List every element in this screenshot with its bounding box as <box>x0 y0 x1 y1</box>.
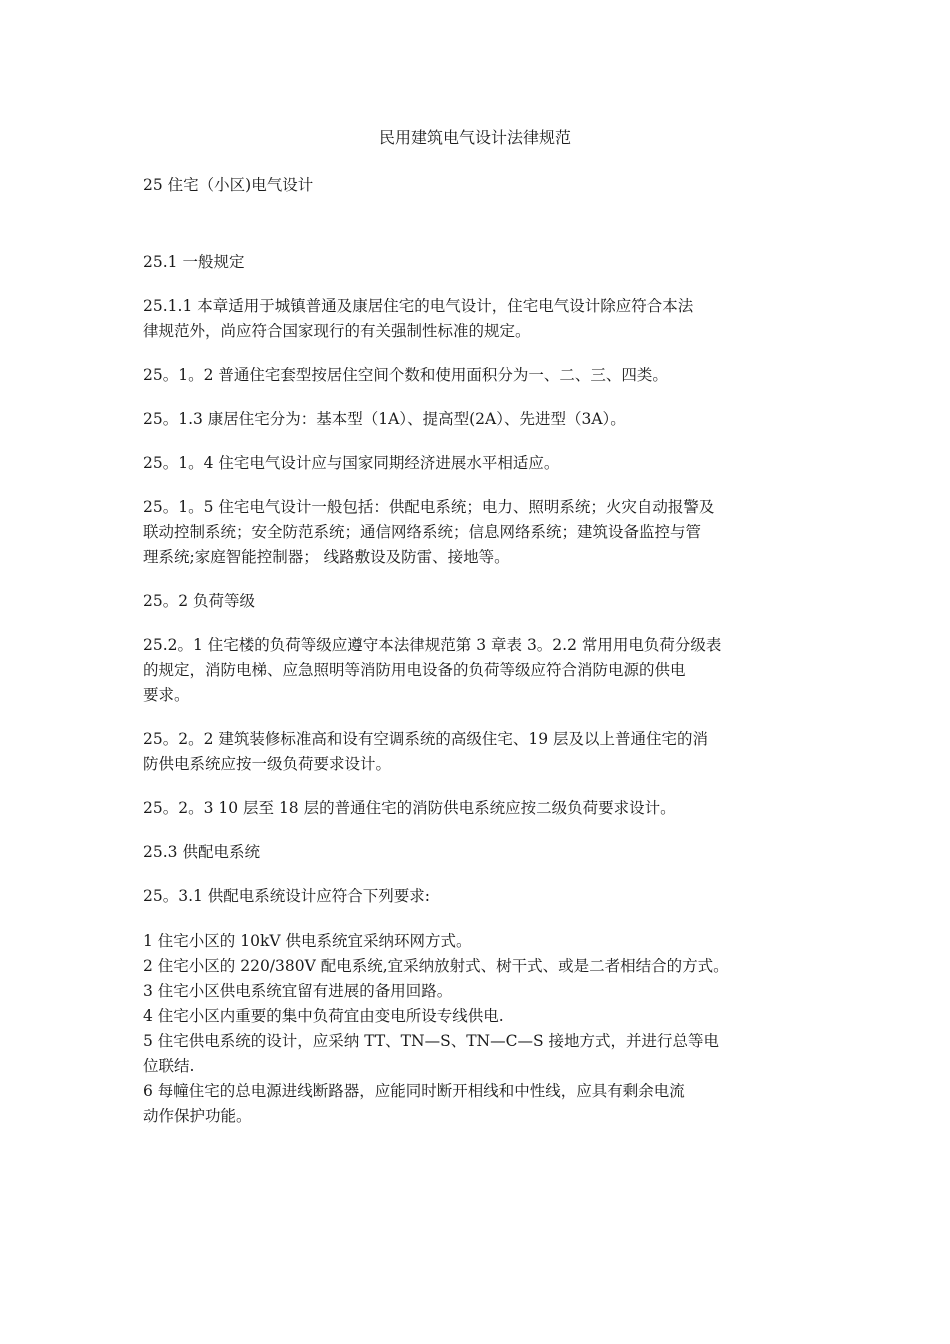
text-line: 5 住宅供电系统的设计，应采纳 TT、TN—S、TN—C—S 接地方式，并进行总等电 <box>143 1032 720 1050</box>
text-line: 25。1。4 住宅电气设计应与国家同期经济进展水平相适应。 <box>143 454 560 472</box>
text-line: 25。1。5 住宅电气设计一般包括：供配电系统；电力、照明系统；火灾自动报警及 <box>143 498 715 516</box>
text-line: 25。2 负荷等级 <box>143 592 256 610</box>
text-line: 2 住宅小区的 220/380V 配电系统,宜采纳放射式、树干式、或是二者相结合的方式。 <box>143 957 729 975</box>
list-item <box>143 979 823 1004</box>
clause-paragraph <box>143 495 823 570</box>
requirements-list <box>143 929 823 1129</box>
section-heading <box>143 250 823 275</box>
clause-paragraph <box>143 633 823 708</box>
text-line: 25。2。3 10 层至 18 层的普通住宅的消防供电系统应按二级负荷要求设计。 <box>143 799 676 817</box>
text-line: 25。1.3 康居住宅分为：基本型（1A）、提高型(2A）、先进型（3A）。 <box>143 410 626 428</box>
text-line: 25.1.1 本章适用于城镇普通及康居住宅的电气设计，住宅电气设计除应符合本法 <box>143 297 694 315</box>
list-item <box>143 1029 823 1079</box>
text-line: 位联结. <box>143 1057 195 1075</box>
text-line: 要求。 <box>143 686 190 704</box>
clause-paragraph <box>143 727 823 777</box>
text-line: 25.3 供配电系统 <box>143 843 260 861</box>
list-item <box>143 929 823 954</box>
document-body <box>143 173 823 1129</box>
list-item <box>143 1079 823 1129</box>
text-line: 的规定，消防电梯、应急照明等消防用电设备的负荷等级应符合消防电源的供电 <box>143 661 686 679</box>
document-title: 民用建筑电气设计法律规范 <box>378 128 571 147</box>
text-line: 4 住宅小区内重要的集中负荷宜由变电所设专线供电. <box>143 1007 504 1025</box>
text-line: 动作保护功能。 <box>143 1107 252 1125</box>
text-line: 防供电系统应按一级负荷要求设计。 <box>143 755 392 773</box>
clause-paragraph <box>143 796 823 821</box>
list-item <box>143 1004 823 1029</box>
text-line: 3 住宅小区供电系统宜留有进展的备用回路。 <box>143 982 453 1000</box>
text-line: 25.2。1 住宅楼的负荷等级应遵守本法律规范第 3 章表 3。2.2 常用用电负荷分级表 <box>143 636 722 654</box>
chapter-heading <box>143 173 823 198</box>
text-line: 6 每幢住宅的总电源进线断路器，应能同时断开相线和中性线，应具有剩余电流 <box>143 1082 685 1100</box>
section-heading <box>143 589 823 614</box>
section-heading <box>143 840 823 865</box>
clause-paragraph <box>143 884 823 909</box>
text-line: 25。3.1 供配电系统设计应符合下列要求: <box>143 887 431 905</box>
text-line: 联动控制系统；安全防范系统；通信网络系统；信息网络系统；建筑设备监控与管 <box>143 523 702 541</box>
clause-paragraph <box>143 451 823 476</box>
clause-paragraph <box>143 294 823 344</box>
text-line: 1 住宅小区的 10kV 供电系统宜采纳环网方式。 <box>143 932 472 950</box>
text-line: 25。1。2 普通住宅套型按居住空间个数和使用面积分为一、二、三、四类。 <box>143 366 668 384</box>
clause-paragraph <box>143 407 823 432</box>
text-line: 25。2。2 建筑装修标准高和设有空调系统的高级住宅、19 层及以上普通住宅的消 <box>143 730 709 748</box>
text-line: 理系统;家庭智能控制器； 线路敷设及防雷、接地等。 <box>143 548 510 566</box>
text-line: 律规范外，尚应符合国家现行的有关强制性标准的规定。 <box>143 322 531 340</box>
text-line: 25 住宅（小区)电气设计 <box>143 176 314 194</box>
list-item <box>143 954 823 979</box>
text-line: 25.1 一般规定 <box>143 253 245 271</box>
clause-paragraph <box>143 363 823 388</box>
